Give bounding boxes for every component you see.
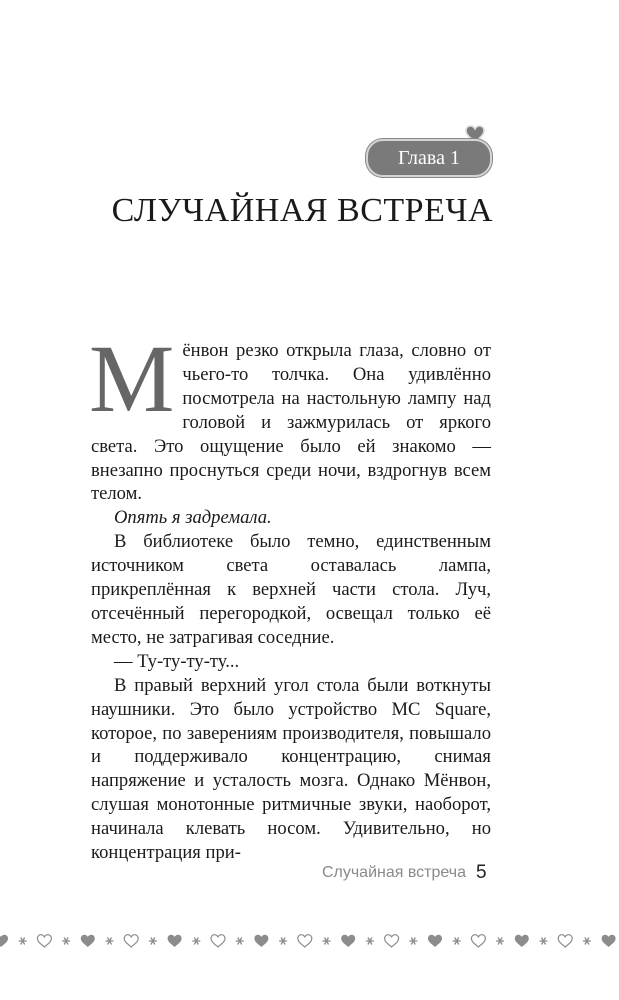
chapter-badge-label: Глава 1 xyxy=(398,146,460,169)
filled-heart-icon xyxy=(254,935,268,947)
paragraph: — Ту-ту-ту-ту... xyxy=(114,650,240,672)
paragraph: Опять я задремала. xyxy=(114,507,272,529)
body-text xyxy=(89,325,491,865)
asterisk-icon xyxy=(192,938,200,945)
outline-heart-icon xyxy=(211,935,225,947)
asterisk-icon xyxy=(409,938,417,945)
outline-heart-icon xyxy=(298,935,312,947)
drop-cap: М xyxy=(89,325,175,432)
asterisk-icon xyxy=(236,938,244,945)
asterisk-icon xyxy=(279,938,287,945)
asterisk-icon xyxy=(366,938,374,945)
chapter-title: СЛУЧАЙНАЯ ВСТРЕЧА xyxy=(111,192,493,229)
paragraph-text: ёнвон резко открыла глаза, словно от чьего-то толчка. Она удивлённо посмотрела на настольную лампу над головой и зажмурилась от яркого света. Это ощущение было ей знакомо — внезапно проснуться среди ночи, вздрогнув всем телом. xyxy=(91,340,491,505)
ornament-border xyxy=(0,928,619,954)
asterisk-icon xyxy=(453,938,461,945)
asterisk-icon xyxy=(106,938,114,945)
filled-heart-icon xyxy=(341,935,355,947)
asterisk-icon xyxy=(583,938,591,945)
asterisk-icon xyxy=(62,938,70,945)
outline-heart-icon xyxy=(37,935,51,947)
paragraph: В правый верхний угол стола были воткнуты наушники. Это было устройство MC Square, которое, по заверениям производителя, повышало и поддерживало концентрацию, снимая напряжение и усталость мозга. Однако Мёнвон, слушая монотонные ритмичные звуки, наоборот, начинала клевать носом. Удивительно, но концентрация при- xyxy=(91,674,491,864)
filled-heart-icon xyxy=(515,935,529,947)
paragraph xyxy=(89,325,491,506)
outline-heart-icon xyxy=(471,935,485,947)
outline-heart-icon xyxy=(124,935,138,947)
outline-heart-icon xyxy=(558,935,572,947)
outline-heart-icon xyxy=(385,935,399,947)
filled-heart-icon xyxy=(428,935,442,947)
filled-heart-icon xyxy=(602,935,616,947)
page-number: 5 xyxy=(476,862,487,883)
asterisk-icon xyxy=(323,938,331,945)
asterisk-icon xyxy=(19,938,27,945)
filled-heart-icon xyxy=(0,935,8,947)
chapter-badge xyxy=(366,139,492,177)
asterisk-icon xyxy=(149,938,157,945)
paragraph: В библиотеке было темно, единственным источником света оставалась лампа, прикреплённая к верхней части стола. Луч, отсечённый перегородкой, освещал только её место, не затрагивая соседние. xyxy=(91,531,491,648)
asterisk-icon xyxy=(540,938,548,945)
running-title: Случайная встреча xyxy=(321,864,466,881)
filled-heart-icon xyxy=(168,935,182,947)
filled-heart-icon xyxy=(81,935,95,947)
asterisk-icon xyxy=(496,938,504,945)
